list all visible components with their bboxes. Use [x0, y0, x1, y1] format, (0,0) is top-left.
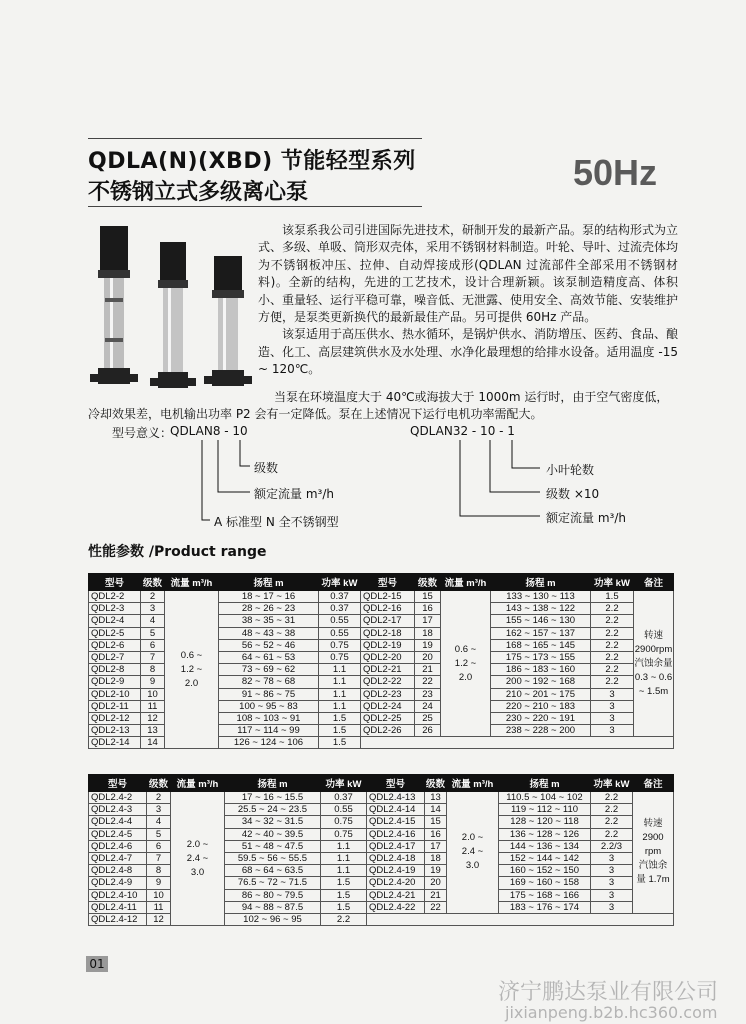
head-cell: 28 ~ 26 ~ 23	[219, 603, 319, 615]
model-note-rated-flow: 额定流量 m³/h	[254, 487, 334, 501]
power-cell: 2.2	[321, 913, 367, 925]
head-cell: 91 ~ 86 ~ 75	[219, 688, 319, 700]
stages-cell: 10	[147, 889, 171, 901]
power-cell: 3	[591, 700, 634, 712]
power-cell: 3	[591, 688, 634, 700]
watermark-url: jixianpeng.b2b.hc360.com	[505, 1003, 718, 1022]
performance-table-qdl2	[88, 573, 674, 749]
head-cell: 110.5 ~ 104 ~ 102	[499, 792, 591, 804]
intro-paragraph-2: 该泵适用于高压供水、热水循环，是锅炉供水、消防增压、医药、食品、酿造、化工、高层建筑供水及水处理、水净化最理想的给排水设备。适用温度 -15 ~ 120℃。	[258, 327, 679, 377]
stages-cell: 17	[425, 840, 447, 852]
head-cell: 136 ~ 128 ~ 126	[499, 828, 591, 840]
model-cell: QDL2-10	[89, 688, 141, 700]
head-cell: 102 ~ 96 ~ 95	[225, 913, 321, 925]
empty-cell	[367, 913, 674, 925]
power-cell: 0.55	[319, 627, 361, 639]
model-cell: QDL2.4-15	[367, 816, 425, 828]
head-cell: 168 ~ 165 ~ 145	[491, 639, 591, 651]
product-title-line2: 不锈钢立式多级离心泵	[88, 180, 309, 205]
model-cell: QDL2-22	[361, 676, 415, 688]
stages-cell: 24	[415, 700, 441, 712]
head-cell: 38 ~ 35 ~ 31	[219, 615, 319, 627]
model-cell: QDL2-16	[361, 603, 415, 615]
flow-cell: 2.0 ~ 2.4 ~ 3.0	[447, 792, 499, 914]
power-cell: 3	[591, 852, 633, 864]
model-cell: QDL2.4-2	[89, 792, 147, 804]
model-cell: QDL2-13	[89, 725, 141, 737]
column-header: 备注	[634, 574, 674, 591]
stages-cell: 13	[141, 725, 165, 737]
table-header-row	[89, 775, 674, 792]
power-cell: 2.2	[591, 639, 634, 651]
power-cell: 3	[591, 712, 634, 724]
head-cell: 73 ~ 69 ~ 62	[219, 664, 319, 676]
column-header: 备注	[633, 775, 674, 792]
model-cell: QDL2-26	[361, 725, 415, 737]
head-cell: 76.5 ~ 72 ~ 71.5	[225, 877, 321, 889]
model-cell: QDL2.4-18	[367, 852, 425, 864]
head-cell: 220 ~ 210 ~ 183	[491, 700, 591, 712]
model-cell: QDL2-3	[89, 603, 141, 615]
model-cell: QDL2-11	[89, 700, 141, 712]
stages-cell: 5	[147, 828, 171, 840]
power-cell: 2.2	[591, 603, 634, 615]
power-cell: 2.2	[591, 627, 634, 639]
intro-paragraph-3: 当泵在环境温度大于 40℃或海拔大于 1000m 运行时，由于空气密度低，冷却效果差，电机输出功率 P2 会有一定降低。泵在上述情况下运行电机功率需配大。	[88, 390, 669, 422]
model-cell: QDL2.4-21	[367, 889, 425, 901]
model-cell: QDL2-12	[89, 712, 141, 724]
model-cell: QDL2-23	[361, 688, 415, 700]
model-example-1: QDLAN8 - 10	[170, 424, 248, 438]
stages-cell: 10	[141, 688, 165, 700]
column-header: 型号	[367, 775, 425, 792]
power-cell: 1.5	[321, 901, 367, 913]
head-cell: 152 ~ 144 ~ 142	[499, 852, 591, 864]
head-cell: 230 ~ 220 ~ 191	[491, 712, 591, 724]
model-cell: QDL2-7	[89, 651, 141, 663]
power-cell: 1.1	[321, 852, 367, 864]
stages-cell: 12	[147, 913, 171, 925]
stages-cell: 19	[425, 865, 447, 877]
model-cell: QDL2-18	[361, 627, 415, 639]
stages-cell: 19	[415, 639, 441, 651]
model-cell: QDL2.4-12	[89, 913, 147, 925]
stages-cell: 7	[141, 651, 165, 663]
model-cell: QDL2-17	[361, 615, 415, 627]
head-cell: 133 ~ 130 ~ 113	[491, 591, 591, 603]
power-cell: 0.75	[321, 816, 367, 828]
model-cell: QDL2-25	[361, 712, 415, 724]
stages-cell: 20	[415, 651, 441, 663]
head-cell: 175 ~ 173 ~ 155	[491, 651, 591, 663]
power-cell: 0.55	[321, 804, 367, 816]
stages-cell: 8	[147, 865, 171, 877]
head-cell: 100 ~ 95 ~ 83	[219, 700, 319, 712]
power-cell: 1.5	[321, 889, 367, 901]
stages-cell: 3	[147, 804, 171, 816]
head-cell: 169 ~ 160 ~ 158	[499, 877, 591, 889]
model-note-type: A 标准型 N 全不锈钢型	[214, 515, 339, 529]
head-cell: 186 ~ 183 ~ 160	[491, 664, 591, 676]
head-cell: 68 ~ 64 ~ 63.5	[225, 865, 321, 877]
model-cell: QDL2.4-13	[367, 792, 425, 804]
stages-cell: 22	[425, 901, 447, 913]
stages-cell: 3	[141, 603, 165, 615]
power-cell: 3	[591, 877, 633, 889]
head-cell: 25.5 ~ 24 ~ 23.5	[225, 804, 321, 816]
head-cell: 42 ~ 40 ~ 39.5	[225, 828, 321, 840]
power-cell: 3	[591, 901, 633, 913]
model-cell: QDL2.4-11	[89, 901, 147, 913]
head-cell: 56 ~ 52 ~ 46	[219, 639, 319, 651]
model-cell: QDL2.4-17	[367, 840, 425, 852]
column-header: 流量 m³/h	[441, 574, 491, 591]
model-cell: QDL2-14	[89, 737, 141, 749]
model-note-small-impellers: 小叶轮数	[546, 463, 595, 477]
power-cell: 1.1	[321, 865, 367, 877]
model-cell: QDL2-15	[361, 591, 415, 603]
head-cell: 128 ~ 120 ~ 118	[499, 816, 591, 828]
head-cell: 117 ~ 114 ~ 99	[219, 725, 319, 737]
column-header: 扬程 m	[491, 574, 591, 591]
model-note-stages-x10: 级数 ×10	[546, 487, 600, 501]
stages-cell: 7	[147, 852, 171, 864]
model-note-stages: 级数	[254, 461, 279, 475]
head-cell: 200 ~ 192 ~ 168	[491, 676, 591, 688]
power-cell: 1.5	[591, 591, 634, 603]
stages-cell: 8	[141, 664, 165, 676]
column-header: 功率 kW	[591, 775, 633, 792]
stages-cell: 4	[147, 816, 171, 828]
model-cell: QDL2.4-5	[89, 828, 147, 840]
stages-cell: 12	[141, 712, 165, 724]
head-cell: 17 ~ 16 ~ 15.5	[225, 792, 321, 804]
model-cell: QDL2.4-6	[89, 840, 147, 852]
power-cell: 1.1	[319, 676, 361, 688]
power-cell: 2.2	[591, 615, 634, 627]
column-header: 扬程 m	[225, 775, 321, 792]
column-header: 功率 kW	[591, 574, 634, 591]
section-title-product-range: 性能参数 /Product range	[88, 544, 267, 560]
power-cell: 1.5	[319, 737, 361, 749]
head-cell: 108 ~ 103 ~ 91	[219, 712, 319, 724]
model-cell: QDL2.4-9	[89, 877, 147, 889]
flow-cell: 0.6 ~ 1.2 ~ 2.0	[165, 591, 219, 749]
power-cell: 0.37	[319, 591, 361, 603]
power-cell: 0.75	[321, 828, 367, 840]
power-cell: 0.55	[319, 615, 361, 627]
power-cell: 3	[591, 865, 633, 877]
table-header-row	[89, 574, 674, 591]
head-cell: 51 ~ 48 ~ 47.5	[225, 840, 321, 852]
head-cell: 119 ~ 112 ~ 110	[499, 804, 591, 816]
model-cell: QDL2.4-4	[89, 816, 147, 828]
model-cell: QDL2.4-3	[89, 804, 147, 816]
head-cell: 143 ~ 138 ~ 122	[491, 603, 591, 615]
head-cell: 82 ~ 78 ~ 68	[219, 676, 319, 688]
power-cell: 2.2	[591, 804, 633, 816]
head-cell: 48 ~ 43 ~ 38	[219, 627, 319, 639]
stages-cell: 11	[147, 901, 171, 913]
head-cell: 183 ~ 176 ~ 174	[499, 901, 591, 913]
watermark-company: 济宁鹏达泵业有限公司	[498, 980, 719, 1005]
column-header: 型号	[89, 775, 147, 792]
power-cell: 1.1	[319, 700, 361, 712]
stages-cell: 4	[141, 615, 165, 627]
model-cell: QDL2-24	[361, 700, 415, 712]
stages-cell: 14	[141, 737, 165, 749]
column-header: 流量 m³/h	[447, 775, 499, 792]
power-cell: 2.2	[591, 676, 634, 688]
head-cell: 175 ~ 168 ~ 166	[499, 889, 591, 901]
model-cell: QDL2.4-10	[89, 889, 147, 901]
head-cell: 18 ~ 17 ~ 16	[219, 591, 319, 603]
stages-cell: 9	[147, 877, 171, 889]
model-note-rated-flow-2: 额定流量 m³/h	[546, 511, 626, 525]
stages-cell: 23	[415, 688, 441, 700]
head-cell: 94 ~ 88 ~ 87.5	[225, 901, 321, 913]
stages-cell: 5	[141, 627, 165, 639]
power-cell: 1.1	[321, 840, 367, 852]
empty-cell	[361, 737, 674, 749]
column-header: 扬程 m	[219, 574, 319, 591]
stages-cell: 21	[425, 889, 447, 901]
power-cell: 1.1	[319, 688, 361, 700]
stages-cell: 16	[415, 603, 441, 615]
power-cell: 0.75	[319, 639, 361, 651]
stages-cell: 16	[425, 828, 447, 840]
stages-cell: 2	[147, 792, 171, 804]
head-cell: 34 ~ 32 ~ 31.5	[225, 816, 321, 828]
column-header: 型号	[89, 574, 141, 591]
remark-cell: 转速 2900rpm 汽蚀余量 0.3 ~ 0.6 ~ 1.5m	[634, 591, 674, 737]
column-header: 级数	[415, 574, 441, 591]
flow-cell: 2.0 ~ 2.4 ~ 3.0	[171, 792, 225, 926]
model-example-2: QDLAN32 - 10 - 1	[410, 424, 515, 438]
model-cell: QDL2-2	[89, 591, 141, 603]
model-meaning-label: 型号意义：	[112, 426, 173, 440]
head-cell: 126 ~ 124 ~ 106	[219, 737, 319, 749]
remark-cell: 转速 2900 rpm 汽蚀余 量 1.7m	[633, 792, 674, 914]
model-cell: QDL2-20	[361, 651, 415, 663]
power-cell: 3	[591, 725, 634, 737]
model-cell: QDL2.4-7	[89, 852, 147, 864]
model-cell: QDL2.4-20	[367, 877, 425, 889]
power-cell: 2.2	[591, 792, 633, 804]
intro-paragraph-1: 该泵系我公司引进国际先进技术，研制开发的最新产品。泵的结构形式为立式、多级、单吸、筒形双壳体，采用不锈钢材料制造。叶轮、导叶、过流壳体均为不锈钢板冲压、拉伸、自动焊接成形(QDLAN 过流部件全部采用不锈钢材料)。全新的结构，先进的工艺技术，设计合理新颖。该泵制造精度高、体积小、重量轻、运行平稳可靠，噪音低、无泄露、使用安全、高效节能、安装维护方便，是泵类更新换代的最新最佳产品。另可提供 60Hz 产品。	[258, 223, 679, 325]
power-cell: 1.5	[319, 725, 361, 737]
head-cell: 155 ~ 146 ~ 130	[491, 615, 591, 627]
stages-cell: 11	[141, 700, 165, 712]
head-cell: 210 ~ 201 ~ 175	[491, 688, 591, 700]
column-header: 流量 m³/h	[165, 574, 219, 591]
stages-cell: 26	[415, 725, 441, 737]
head-cell: 59.5 ~ 56 ~ 55.5	[225, 852, 321, 864]
stages-cell: 2	[141, 591, 165, 603]
page-number: 01	[86, 956, 108, 972]
power-cell: 1.5	[319, 712, 361, 724]
power-cell: 2.2	[591, 828, 633, 840]
stages-cell: 15	[425, 816, 447, 828]
model-cell: QDL2.4-19	[367, 865, 425, 877]
stages-cell: 17	[415, 615, 441, 627]
stages-cell: 6	[147, 840, 171, 852]
stages-cell: 22	[415, 676, 441, 688]
model-cell: QDL2-9	[89, 676, 141, 688]
table-row	[89, 792, 674, 804]
head-cell: 86 ~ 80 ~ 79.5	[225, 889, 321, 901]
power-cell: 2.2/3	[591, 840, 633, 852]
column-header: 扬程 m	[499, 775, 591, 792]
model-cell: QDL2-21	[361, 664, 415, 676]
model-cell: QDL2-19	[361, 639, 415, 651]
model-cell: QDL2-6	[89, 639, 141, 651]
column-header: 流量 m³/h	[171, 775, 225, 792]
column-header: 级数	[425, 775, 447, 792]
stages-cell: 15	[415, 591, 441, 603]
model-cell: QDL2.4-14	[367, 804, 425, 816]
column-header: 功率 kW	[319, 574, 361, 591]
head-cell: 238 ~ 228 ~ 200	[491, 725, 591, 737]
stages-cell: 14	[425, 804, 447, 816]
model-cell: QDL2.4-8	[89, 865, 147, 877]
column-header: 型号	[361, 574, 415, 591]
stages-cell: 6	[141, 639, 165, 651]
stages-cell: 13	[425, 792, 447, 804]
model-cell: QDL2-8	[89, 664, 141, 676]
head-cell: 144 ~ 136 ~ 134	[499, 840, 591, 852]
power-cell: 2.2	[591, 664, 634, 676]
power-cell: 2.2	[591, 651, 634, 663]
model-cell: QDL2.4-16	[367, 828, 425, 840]
flow-cell: 0.6 ~ 1.2 ~ 2.0	[441, 591, 491, 737]
product-title-line1: QDLA(N)(XBD) 节能轻型系列	[88, 149, 416, 174]
power-cell: 1.5	[321, 877, 367, 889]
stages-cell: 18	[425, 852, 447, 864]
power-cell: 2.2	[591, 816, 633, 828]
frequency-label: 50Hz	[573, 152, 658, 193]
column-header: 级数	[147, 775, 171, 792]
stages-cell: 25	[415, 712, 441, 724]
stages-cell: 9	[141, 676, 165, 688]
power-cell: 0.75	[319, 651, 361, 663]
model-cell: QDL2-4	[89, 615, 141, 627]
head-cell: 160 ~ 152 ~ 150	[499, 865, 591, 877]
power-cell: 1.1	[319, 664, 361, 676]
column-header: 级数	[141, 574, 165, 591]
table-row	[89, 591, 674, 603]
stages-cell: 18	[415, 627, 441, 639]
model-cell: QDL2-5	[89, 627, 141, 639]
stages-cell: 21	[415, 664, 441, 676]
stages-cell: 20	[425, 877, 447, 889]
model-cell: QDL2.4-22	[367, 901, 425, 913]
head-cell: 162 ~ 157 ~ 137	[491, 627, 591, 639]
performance-table-qdl2-4	[88, 774, 674, 926]
head-cell: 64 ~ 61 ~ 53	[219, 651, 319, 663]
power-cell: 0.37	[319, 603, 361, 615]
power-cell: 0.37	[321, 792, 367, 804]
column-header: 功率 kW	[321, 775, 367, 792]
power-cell: 3	[591, 889, 633, 901]
